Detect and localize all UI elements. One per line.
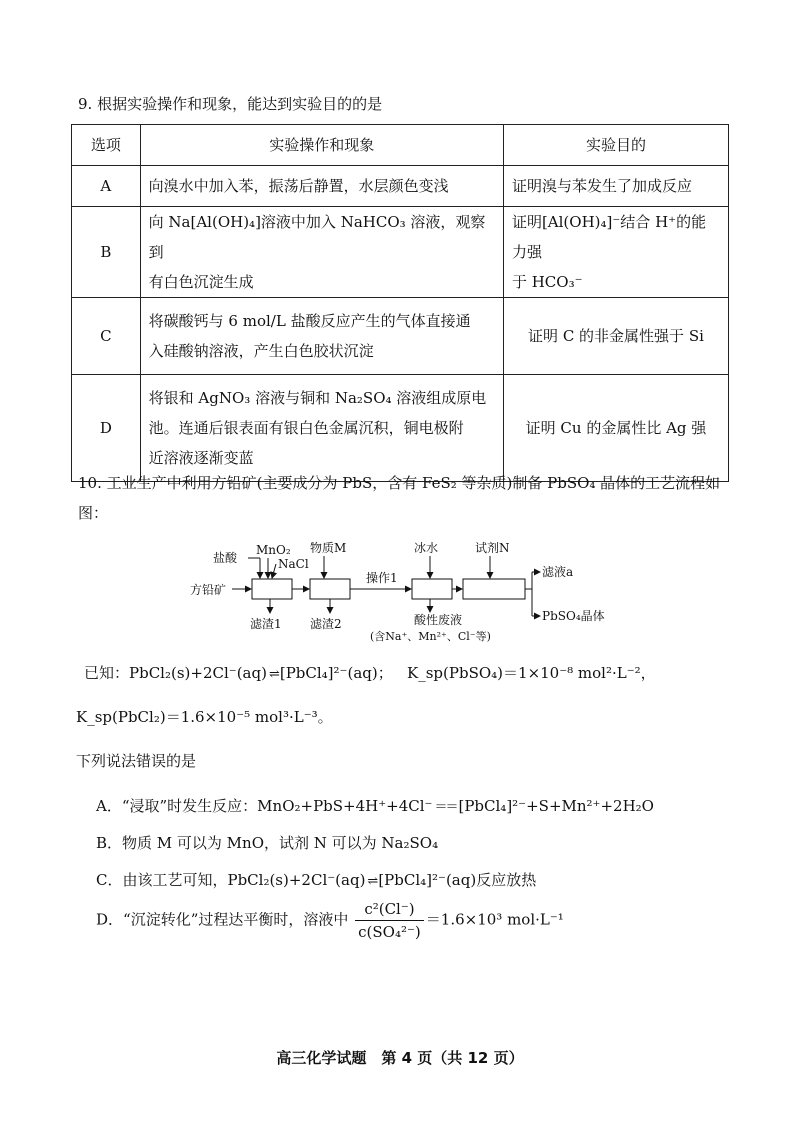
question-10-stem bbox=[78, 468, 738, 528]
known-equation-right: [PbCl₄]²⁻(aq)； bbox=[279, 664, 393, 682]
waste-acid-liquid-label: 酸性废液 bbox=[414, 613, 463, 627]
question-9-title: 9. 根据实验操作和现象，能达到实验目的的是 bbox=[78, 95, 383, 113]
operation-cell bbox=[140, 207, 503, 298]
step-precipitate-conversion-box bbox=[463, 579, 525, 599]
known-equation-left: 已知：PbCl₂(s)+2Cl⁻(aq) bbox=[84, 664, 267, 682]
waste-residue-2-label: 滤渣2 bbox=[310, 617, 342, 631]
step-leaching-box bbox=[252, 579, 292, 599]
purpose-cell: 证明溴与苯发生了加成反应 bbox=[503, 166, 728, 207]
table-row bbox=[72, 207, 729, 298]
option-a-left: A．“浸取”时发生反应：MnO₂+PbS+4H⁺+4Cl⁻ bbox=[96, 797, 433, 815]
equilibrium-arrow: ⇌ bbox=[367, 874, 377, 889]
reagent-mno2-label: MnO₂ bbox=[256, 543, 291, 557]
operation-line: 将碳酸钙与 6 mol/L 盐酸反应产生的气体直接通 bbox=[148, 312, 471, 330]
fraction-denominator: c(SO₄²⁻) bbox=[358, 923, 421, 941]
option-c-right: [PbCl₄]²⁻(aq)反应放热 bbox=[378, 871, 537, 889]
reaction-arrow: ＝＝ bbox=[434, 800, 457, 815]
table-row bbox=[72, 375, 729, 482]
stem-line: 图： bbox=[78, 504, 109, 522]
process-flow-diagram bbox=[180, 536, 640, 648]
option-b: B．物质 M 可以为 MnO，试剂 N 可以为 Na₂SO₄ bbox=[96, 834, 439, 852]
operation-cell bbox=[140, 375, 503, 482]
option-d bbox=[96, 898, 564, 943]
option-c bbox=[96, 869, 536, 890]
operation-1-label: 操作1 bbox=[366, 571, 398, 585]
option-label: D bbox=[72, 375, 141, 482]
question-9-table bbox=[71, 124, 729, 482]
table-row bbox=[72, 166, 729, 207]
fraction-numerator: c²(Cl⁻) bbox=[355, 898, 424, 921]
purpose-cell bbox=[503, 207, 728, 298]
option-label: A bbox=[72, 166, 141, 207]
output-pbso4-crystal-label: PbSO₄晶体 bbox=[542, 609, 605, 623]
option-label: B bbox=[72, 207, 141, 298]
operation-line: 入硅酸钠溶液，产生白色胶状沉淀 bbox=[148, 342, 374, 360]
known-equation-line bbox=[84, 662, 656, 683]
reagent-n-label: 试剂N bbox=[475, 541, 510, 555]
operation-cell bbox=[140, 298, 503, 375]
waste-residue-1-label: 滤渣1 bbox=[250, 617, 282, 631]
table-header-row bbox=[72, 125, 729, 166]
step-settling-box bbox=[412, 579, 452, 599]
option-d-right: ＝1.6×10³ mol·L⁻¹ bbox=[425, 910, 564, 929]
operation-line: 近溶液逐渐变蓝 bbox=[148, 449, 254, 467]
option-d-left: D．“沉淀转化”过程达平衡时，溶液中 bbox=[96, 910, 349, 929]
waste-acid-ions-label: (含Na⁺、Mn²⁺、Cl⁻等) bbox=[370, 630, 491, 643]
option-c-left: C．由该工艺可知，PbCl₂(s)+2Cl⁻(aq) bbox=[96, 871, 366, 889]
concentration-ratio-fraction bbox=[355, 898, 424, 943]
raw-material-label: 方铅矿 bbox=[190, 583, 227, 597]
question-prompt: 下列说法错误的是 bbox=[76, 752, 197, 770]
reagent-m-label: 物质M bbox=[310, 541, 347, 555]
step-adjust-ph-box bbox=[310, 579, 350, 599]
header-option: 选项 bbox=[72, 125, 141, 166]
stem-line: 10. 工业生产中利用方铅矿(主要成分为 PbS，含有 FeS₂ 等杂质)制备 PbSO₄ 晶体的工艺流程如 bbox=[78, 474, 721, 492]
table-row bbox=[72, 298, 729, 375]
reagent-ice-water-label: 冰水 bbox=[414, 541, 439, 555]
operation-cell: 向溴水中加入苯，振荡后静置，水层颜色变浅 bbox=[140, 166, 503, 207]
reagent-hcl-label: 盐酸 bbox=[213, 551, 238, 565]
purpose-cell: 证明 C 的非金属性强于 Si bbox=[503, 298, 728, 375]
operation-line: 池。连通后银表面有银白色金属沉积，铜电极附 bbox=[148, 419, 464, 437]
header-purpose: 实验目的 bbox=[503, 125, 728, 166]
option-a-right: [PbCl₄]²⁻+S+Mn²⁺+2H₂O bbox=[458, 797, 654, 815]
ksp-pbcl2: K_sp(PbCl₂)＝1.6×10⁻⁵ mol³·L⁻³。 bbox=[76, 708, 333, 726]
ksp-pbso4: K_sp(PbSO₄)＝1×10⁻⁸ mol²·L⁻²， bbox=[407, 664, 656, 682]
operation-line: 将银和 AgNO₃ 溶液与铜和 Na₂SO₄ 溶液组成原电 bbox=[148, 389, 487, 407]
operation-line: 向 Na[Al(OH)₄]溶液中加入 NaHCO₃ 溶液，观察到 bbox=[148, 213, 486, 261]
reagent-nacl-label: NaCl bbox=[278, 557, 309, 571]
equilibrium-arrow: ⇌ bbox=[268, 667, 278, 682]
purpose-line: 证明[Al(OH)₄]⁻结合 H⁺的能力强 bbox=[511, 213, 707, 261]
operation-line: 有白色沉淀生成 bbox=[148, 273, 254, 291]
page-footer: 高三化学试题 第 4 页（共 12 页） bbox=[276, 1049, 524, 1067]
option-label: C bbox=[72, 298, 141, 375]
header-operation: 实验操作和现象 bbox=[140, 125, 503, 166]
purpose-line: 于 HCO₃⁻ bbox=[511, 273, 583, 291]
option-a bbox=[96, 795, 654, 816]
output-filtrate-a-label: 滤液a bbox=[542, 565, 574, 579]
purpose-cell: 证明 Cu 的金属性比 Ag 强 bbox=[503, 375, 728, 482]
